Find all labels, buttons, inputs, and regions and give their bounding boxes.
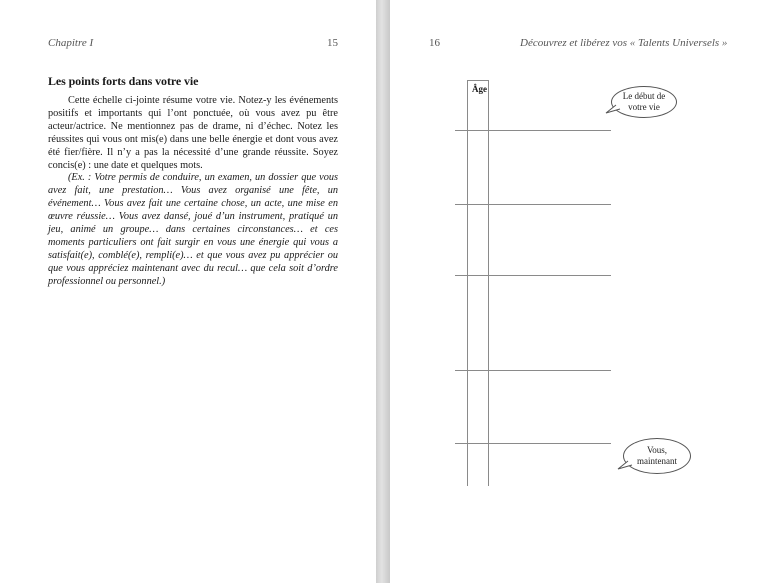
timeline-entry-line (455, 204, 611, 205)
right-page (390, 0, 768, 583)
timeline-entry-line (455, 443, 611, 444)
chapter-header: Chapitre I (48, 37, 94, 49)
bubble-now (623, 438, 691, 474)
body-text (48, 95, 338, 289)
page-number-left: 15 (327, 37, 338, 49)
timeline-entry-line (455, 370, 611, 371)
paragraph-examples: (Ex. : Votre permis de conduire, un examen, un dossier que vous avez fait, une prestation… Vous avez organisé une fête, un événement… Vous avez fait une certaine chose, un acte, une mise en œuvre réussie… Vous avez dansé, joué d’un instrument, pratiqué un jeu, animé un groupe… dans certaines circonstances… et ces moments particuliers ont fait surgir en vous une énergie qui vous a satisfait(e), comblé(e), rempli(e)… et que vous avez pu apprécier ou que vous appréciez maintenant avec du recul… que cela soit d’ordre professionnel ou personnel.) (48, 172, 338, 287)
page-number-right: 16 (429, 37, 440, 49)
bubble-start-of-life (611, 86, 677, 118)
age-column-label: Âge (472, 84, 487, 94)
timeline-entry-line (455, 130, 611, 131)
bubble-now-label: Vous, maintenant (637, 445, 677, 466)
book-title-header: Découvrez et libérez vos « Talents Universels » (520, 37, 728, 49)
book-gutter (376, 0, 390, 583)
timeline-top-rule (467, 80, 489, 81)
timeline-left-rule (467, 80, 468, 486)
section-title: Les points forts dans votre vie (48, 74, 199, 88)
bubble-start-label: Le début de votre vie (622, 91, 666, 112)
paragraph-intro: Cette échelle ci-jointe résume votre vie. Notez-y les événements positifs et importants qui l’ont ponctuée, où vous avez pu être acteur/actrice. Ne mentionnez pas de drame, ni d’échec. Notez les réussites qui vous ont mis(e) dans une belle énergie et dont vous avez été fier/fière. Il n’y a pas la nécessité d’une grande réussite. Soyez concis(e) : une date et quelques mots. (48, 95, 338, 171)
timeline-right-rule (488, 80, 489, 486)
timeline-entry-line (455, 275, 611, 276)
